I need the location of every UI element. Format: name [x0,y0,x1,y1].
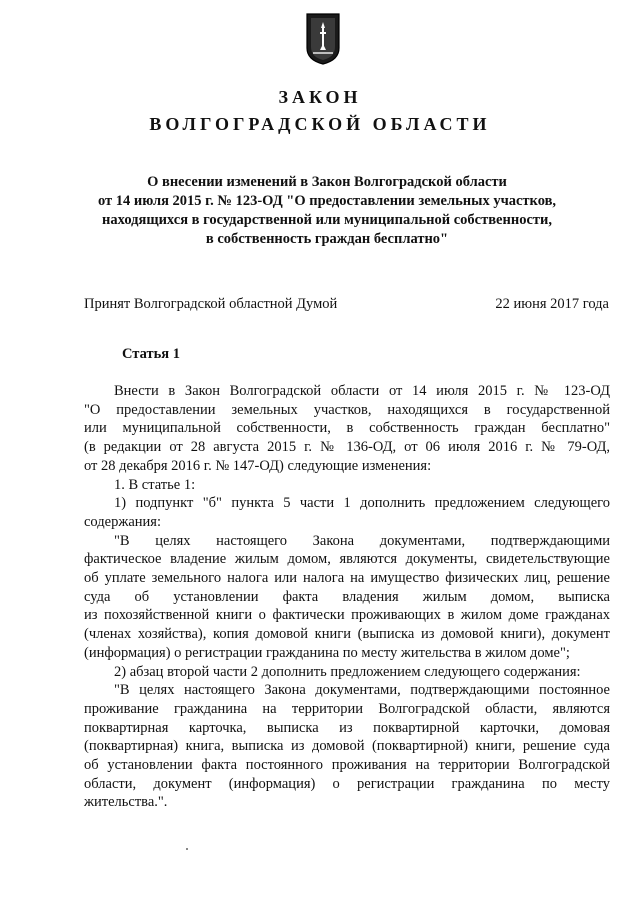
body-line: от 28 декабря 2016 г. № 147-ОД) следующие изменения: [84,457,432,474]
body-line: (членах хозяйства), копия домовой книги (выписка из домовой книги), документ [84,626,610,643]
adoption-line [84,296,609,313]
body-line: Внести в Закон Волгоградской области от 14 июля 2015 г. № 123-ОД [114,383,610,399]
subtitle-line: О внесении изменений в Закон Волгоградской области [147,174,507,190]
subtitle-line: находящихся в государственной или муниципальной собственности, [102,212,552,228]
body-line: 1) подпункт "б" пункта 5 части 1 дополнить предложением следующего [114,495,610,512]
body-line: проживание гражданина на территории Волгоградской области, являются [84,700,610,717]
region-heading: ВОЛГОГРАДСКОЙ ОБЛАСТИ [149,114,491,134]
subtitle-line: в собственность граждан бесплатно" [205,231,449,247]
volgograd-coat-of-arms-icon [303,12,343,66]
body-line: из похозяйственной книги о фактически проживающих в жилом доме гражданах [84,607,610,624]
body-line: об уплате земельного налога или налога на имущество физических лиц, решение [84,570,610,587]
body-line: 1. В статье 1: [114,476,196,493]
article-body [84,382,610,812]
adoption-date: 22 июня 2017 года [495,296,609,312]
law-heading: ЗАКОН [278,87,362,107]
body-line: 2) абзац второй части 2 дополнить предложением следующего содержания: [114,663,581,680]
body-line: (информация) о регистрации гражданина по месту жительства в жилом доме"; [84,644,570,661]
body-line: (поквартирная) книга, выписка из домовой (поквартирной) книги, решение суда [84,738,610,755]
adopted-by-text: Принят Волгоградской областной Думой [84,296,338,312]
body-line: суда об установлении факта владения жилым домом, выписка [84,588,610,605]
scan-speck [186,848,188,850]
law-subtitle [80,173,574,249]
article-heading: Статья 1 [122,346,180,362]
body-line: содержания: [84,513,162,530]
body-line: области, документ (информация) о регистрации гражданина по месту [84,775,610,792]
body-line: фактическое владение жилым домом, являются документы, свидетельствующие [84,551,610,568]
body-line: или муниципальной собственности, в собственность граждан бесплатно" [84,420,610,437]
body-line: жительства.". [84,794,168,811]
body-line: (в редакции от 28 августа 2015 г. № 136-ОД, от 06 июля 2016 г. № 79-ОД, [84,439,610,456]
body-line: поквартирная карточка, выписка из поквартирной карточки, домовая [84,719,610,736]
subtitle-line: от 14 июля 2015 г. № 123-ОД "О предоставлении земельных участков, [97,193,557,209]
body-line: "В целях настоящего Закона документами, подтверждающими постоянное [114,682,610,699]
body-line: "О предоставлении земельных участков, находящихся в государственной [84,401,610,418]
body-line: об установлении факта постоянного проживания на территории Волгоградской [84,757,610,774]
body-line: "В целях настоящего Закона документами, подтверждающими [114,532,610,549]
